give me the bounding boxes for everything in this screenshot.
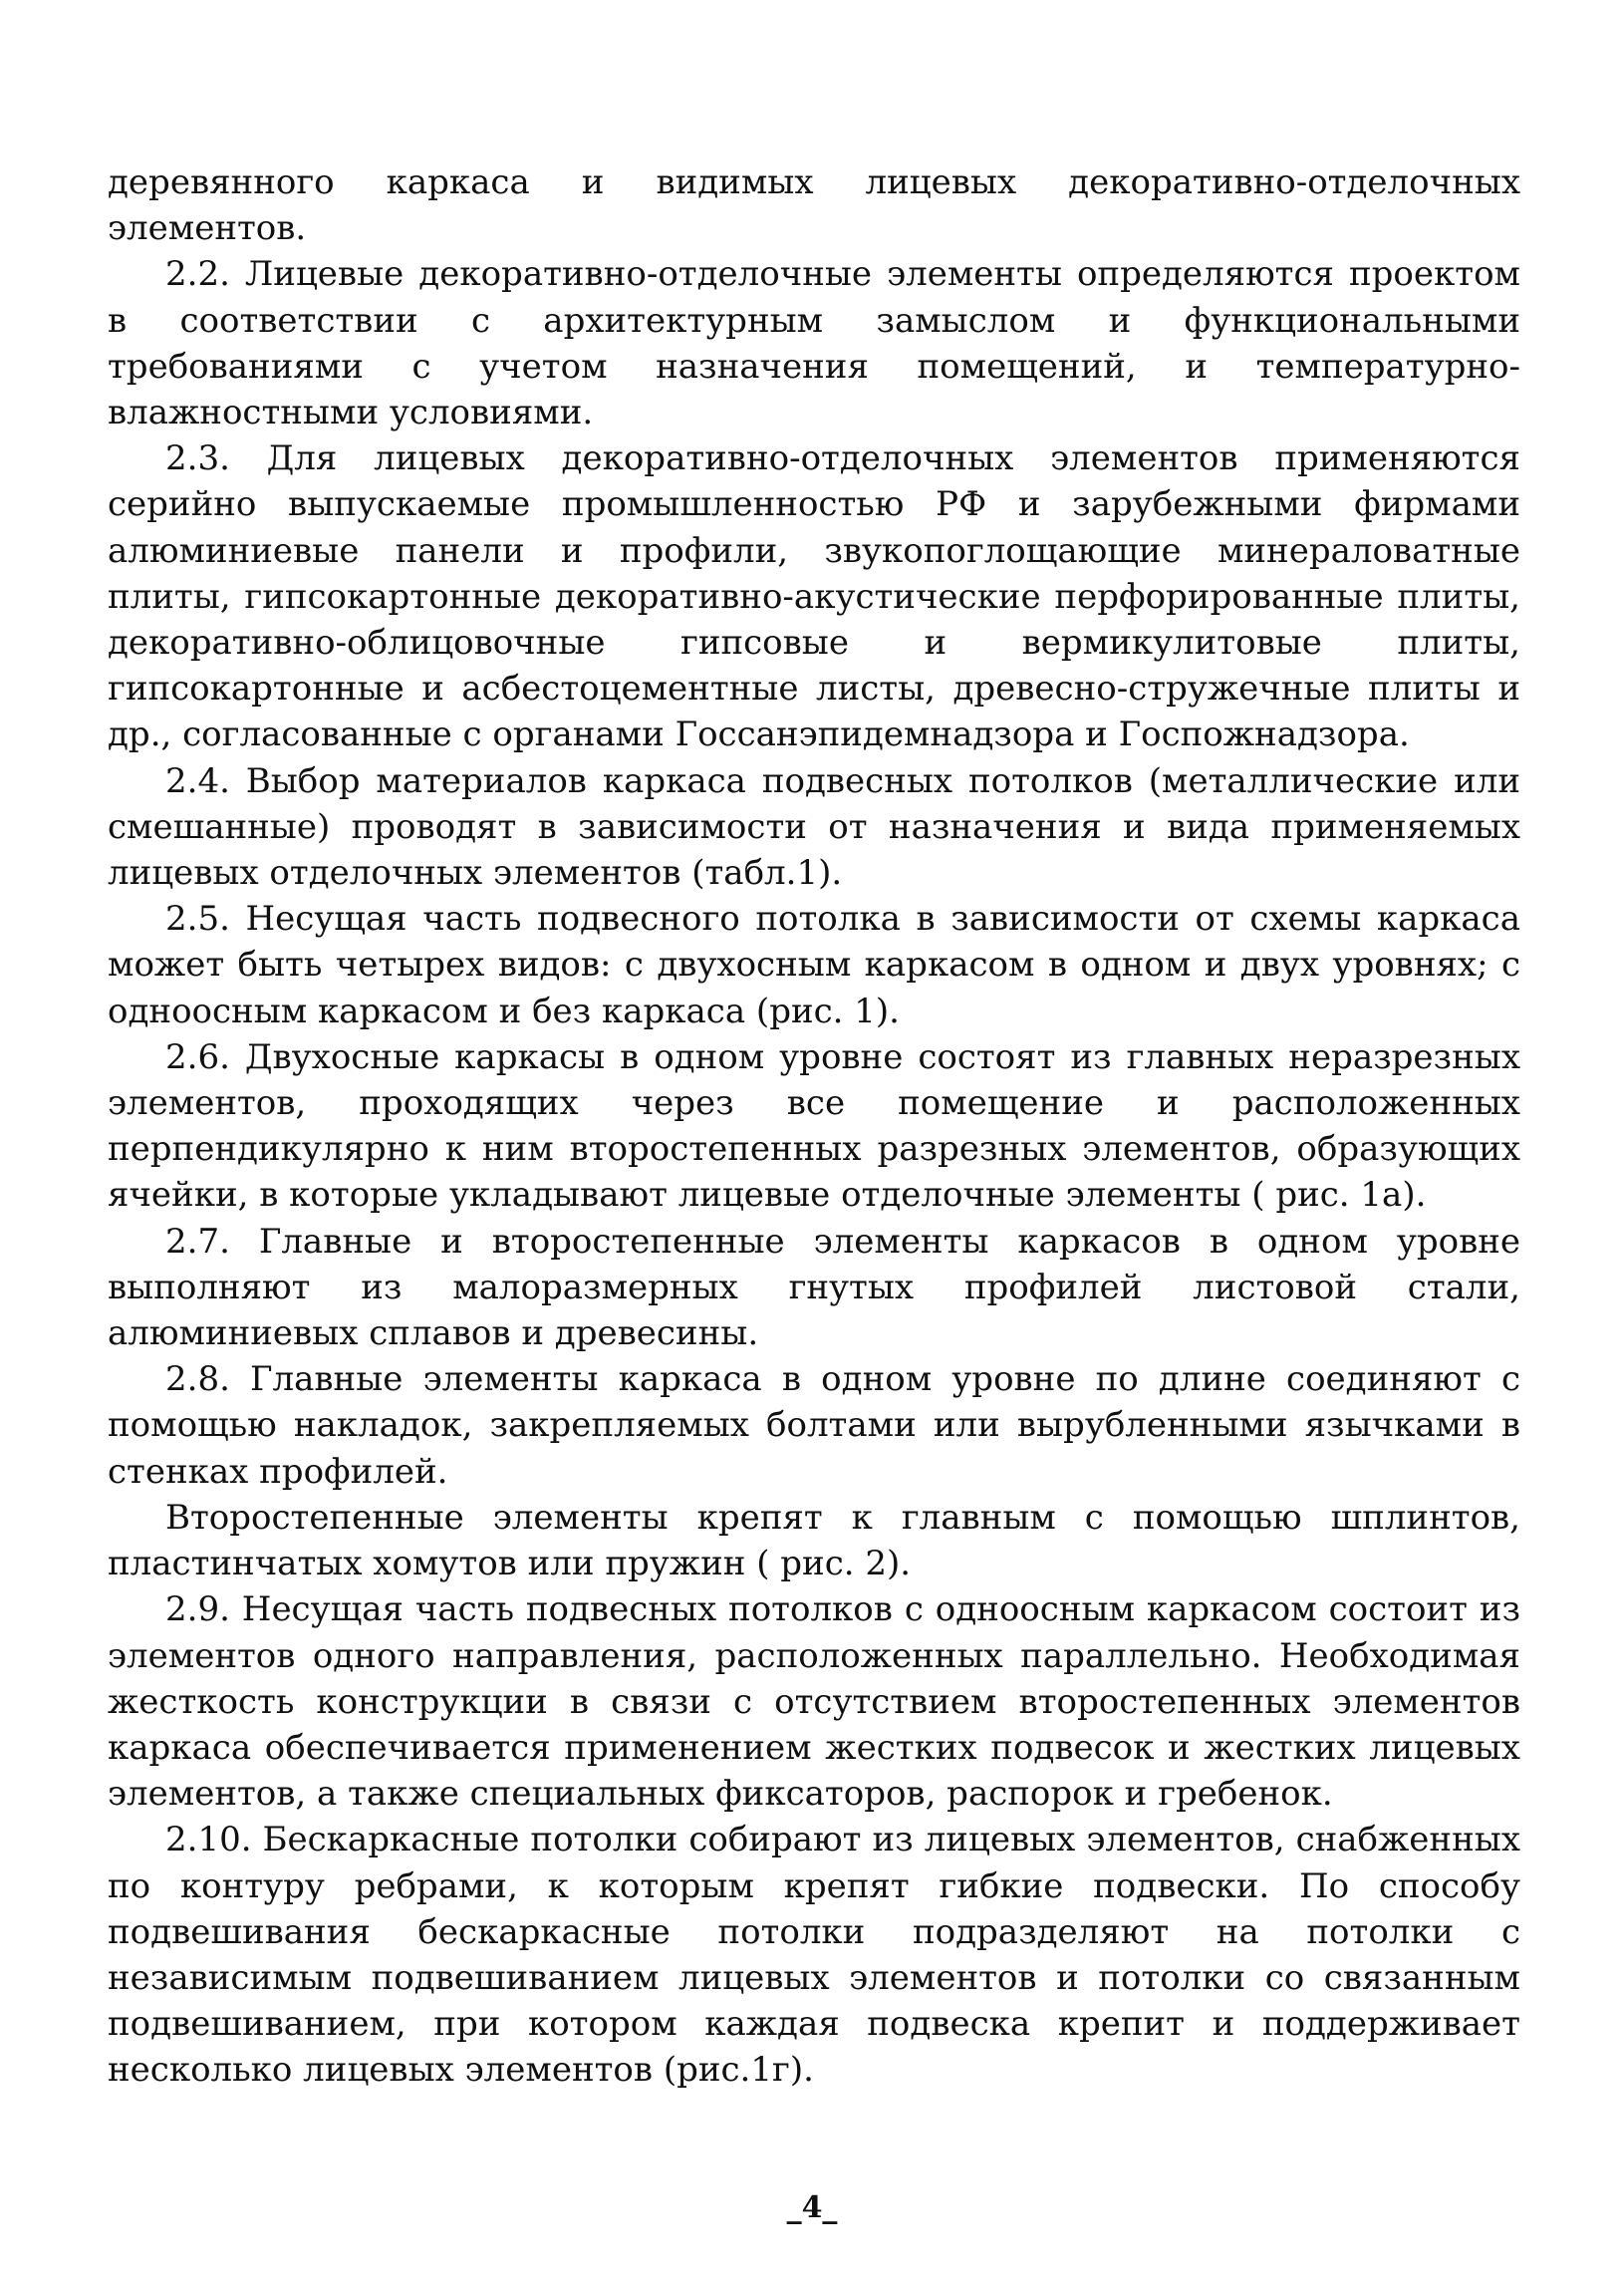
- paragraph-2-5: 2.5. Несущая часть подвесного потолка в зависимости от схемы каркаса может быть четырех видов: с двухосным каркасом в одном и двух уровнях; с одноосным каркасом и без каркаса (рис. 1).: [108, 899, 1520, 1031]
- paragraph-2-6: 2.6. Двухосные каркасы в одном уровне состоят из главных неразрезных элементов, проходящих через все помещение и расположенных перпендикулярно к ним второстепенных разрезных элементов, образующих ячейки, в которые укладывают лицевые отделочные элементы ( рис. 1а).: [108, 1036, 1520, 1216]
- paragraph-2-3: 2.3. Для лицевых декоративно-отделочных элементов применяются серийно выпускаемые промышленностью РФ и зарубежными фирмами алюминиевые панели и профили, звукопоглощающие минераловатные плиты, гипсокартонные декоративно-акустические перфорированные плиты, декоративно-облицовочные гипсовые и вермикулитовые плиты, гипсокартонные и асбестоцементные листы, древесно-стружечные плиты и др., согласованные с органами Госсанэпидемнадзора и Госпожнадзора.: [108, 438, 1520, 755]
- paragraph-2-2: 2.2. Лицевые декоративно-отделочные элементы определяются проектом в соответствии с архитектурным замыслом и функциональными требованиями с учетом назначения помещений, и температурно-влажностными условиями.: [108, 254, 1520, 433]
- page-number: _4_: [786, 2190, 838, 2225]
- paragraph-2-4: 2.4. Выбор материалов каркаса подвесных потолков (металлические или смешанные) проводят в зависимости от назначения и вида применяемых лицевых отделочных элементов (табл.1).: [108, 760, 1520, 894]
- paragraph-2-10: 2.10. Бескаркасные потолки собирают из лицевых элементов, снабженных по контуру ребрами, к которым крепят гибкие подвески. По способу подвешивания бескаркасные потолки подразделяют на потолки с независимым подвешиванием лицевых элементов и потолки со связанным подвешиванием, при котором каждая подвеска крепит и поддерживает несколько лицевых элементов (рис.1г).: [108, 1820, 1520, 2091]
- paragraph-continuation: деревянного каркаса и видимых лицевых декоративно-отделочных элементов.: [108, 162, 1520, 249]
- paragraph-2-7: 2.7. Главные и второстепенные элементы каркасов в одном уровне выполняют из малоразмерных гнутых профилей листовой стали, алюминиевых сплавов и древесины.: [108, 1221, 1520, 1354]
- paragraph-2-9: 2.9. Несущая часть подвесных потолков с одноосным каркасом состоит из элементов одного направления, расположенных параллельно. Необходимая жесткость конструкции в связи с отсутствием второстепенных элементов каркаса обеспечивается применением жестких подвесок и жестких лицевых элементов, а также специальных фиксаторов, распорок и гребенок.: [108, 1589, 1520, 1815]
- paragraph-2-8-continued: Второстепенные элементы крепят к главным с помощью шплинтов, пластинчатых хомутов или пружин ( рис. 2).: [108, 1497, 1520, 1584]
- paragraph-2-8: 2.8. Главные элементы каркаса в одном уровне по длине соединяют с помощью накладок, закрепляемых болтами или вырубленными язычками в стенках профилей.: [108, 1359, 1520, 1492]
- page-body: [108, 159, 1520, 2094]
